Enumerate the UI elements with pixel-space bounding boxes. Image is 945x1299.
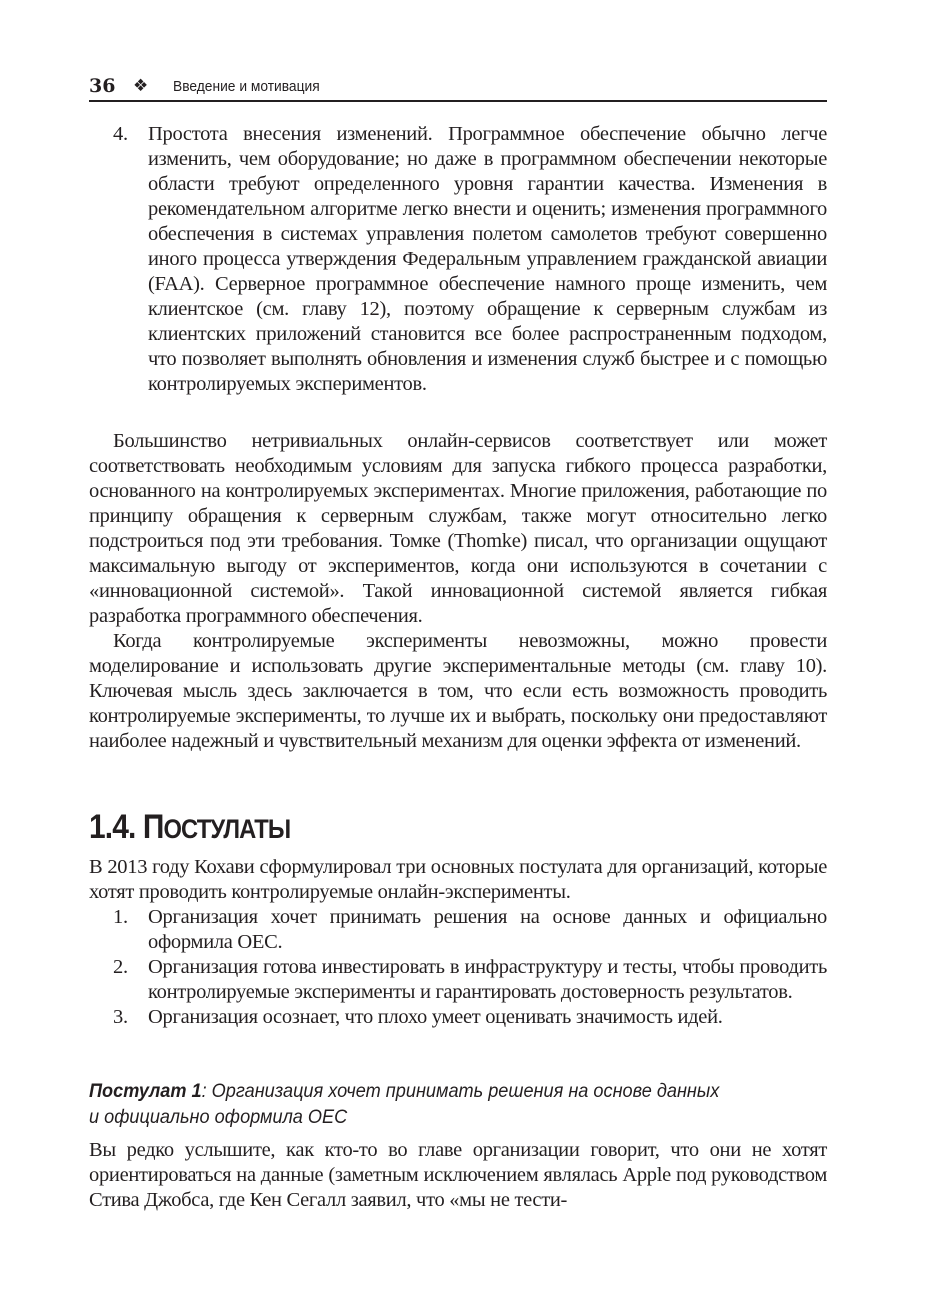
running-head (89, 74, 827, 102)
section-title-rest: ОСТУЛАТЫ (163, 814, 291, 844)
paragraph: Когда контролируемые эксперименты невозможны, можно провести моделирование и использовать другие экспериментальные методы (см. главу 10). Ключевая мысль здесь заключается в том, что если есть возможность проводить контролируемые эксперименты, то лучше их и выбрать, поскольку они предоставляют наиболее надежный и чувствительный механизм для оценки эффекта от изменений. (89, 630, 827, 752)
chapter-title: Введение и мотивация (173, 78, 320, 95)
postulate-1-heading (89, 1078, 827, 1130)
list-item (89, 955, 827, 1005)
intro-list (89, 122, 827, 397)
list-text: Простота внесения изменений. Программное обеспечение обычно легче изменить, чем оборудование; но даже в программном обеспечении некоторые области требуют определенного уровня гарантии качества. Изменения в рекомендательном алгоритме легко внести и оценить; изменения программного обеспечения в системах управления полетом самолетов требуют совершенно иного процесса утверждения Федеральным управлением гражданской авиации (FAA). Серверное программное обеспечение намного проще изменить, чем клиентское (см. главу 12), поэтому обращение к серверным службам из клиентских приложений становится все более распространенным подходом, что позволяет выполнять обновления и изменения служб быстрее и с помощью контролируемых экспериментов. (148, 123, 827, 395)
list-text: Организация осознает, что плохо умеет оценивать значимость идей. (148, 1006, 723, 1028)
section-heading (89, 806, 290, 850)
section-body (89, 855, 827, 1030)
postulate-line-1: Организация хочет принимать решения на основе данных (211, 1080, 720, 1102)
postulate-line-2: и официально оформила OEC (89, 1106, 348, 1128)
body-paragraphs (89, 429, 827, 754)
list-item (89, 1005, 827, 1030)
postulate-heading (89, 1078, 833, 1130)
ornament-icon: ❖ (133, 76, 149, 96)
section-title-initial: П (142, 808, 164, 846)
list-text: Организация готова инвестировать в инфраструктуру и тесты, чтобы проводить контролируемые эксперименты и гарантировать достоверность результатов. (148, 956, 827, 1003)
section-intro: В 2013 году Кохави сформулировал три основных постулата для организаций, которые хотят проводить контролируемые онлайн-эксперименты. (89, 856, 827, 903)
list-item (89, 122, 827, 397)
list-number: 3. (113, 1006, 128, 1028)
paragraph: Вы редко услышите, как кто-то во главе организации говорит, что они не хотят ориентироваться на данные (заметным исключением являлась Apple под руководством Стива Джобса, где Кен Сегалл заявил, что «мы не тести- (89, 1139, 827, 1211)
section-number: 1.4. (89, 808, 136, 846)
postulate-separator: : (201, 1080, 212, 1102)
list-text: Организация хочет принимать решения на основе данных и официально оформила OEC. (148, 906, 827, 953)
list-number: 1. (113, 906, 128, 928)
list-item (89, 905, 827, 955)
postulate-1-body (89, 1138, 827, 1213)
list-number: 4. (113, 123, 128, 145)
list-number: 2. (113, 956, 128, 978)
postulate-label: Постулат 1 (89, 1080, 202, 1102)
page-number: 36 (89, 75, 116, 97)
paragraph: Большинство нетривиальных онлайн-сервисов соответствует или может соответствовать необходимым условиям для запуска гибкого процесса разработки, основанного на контролируемых экспериментах. Многие приложения, работающие по принципу обращения к серверным службам, также могут относительно легко подстроиться под эти требования. Томке (Thomke) писал, что организации ощущают максимальную выгоду от экспериментов, когда они используются в сочетании с «инновационной системой». Такой инновационной системой является гибкая разработка программного обеспечения. (89, 430, 827, 627)
